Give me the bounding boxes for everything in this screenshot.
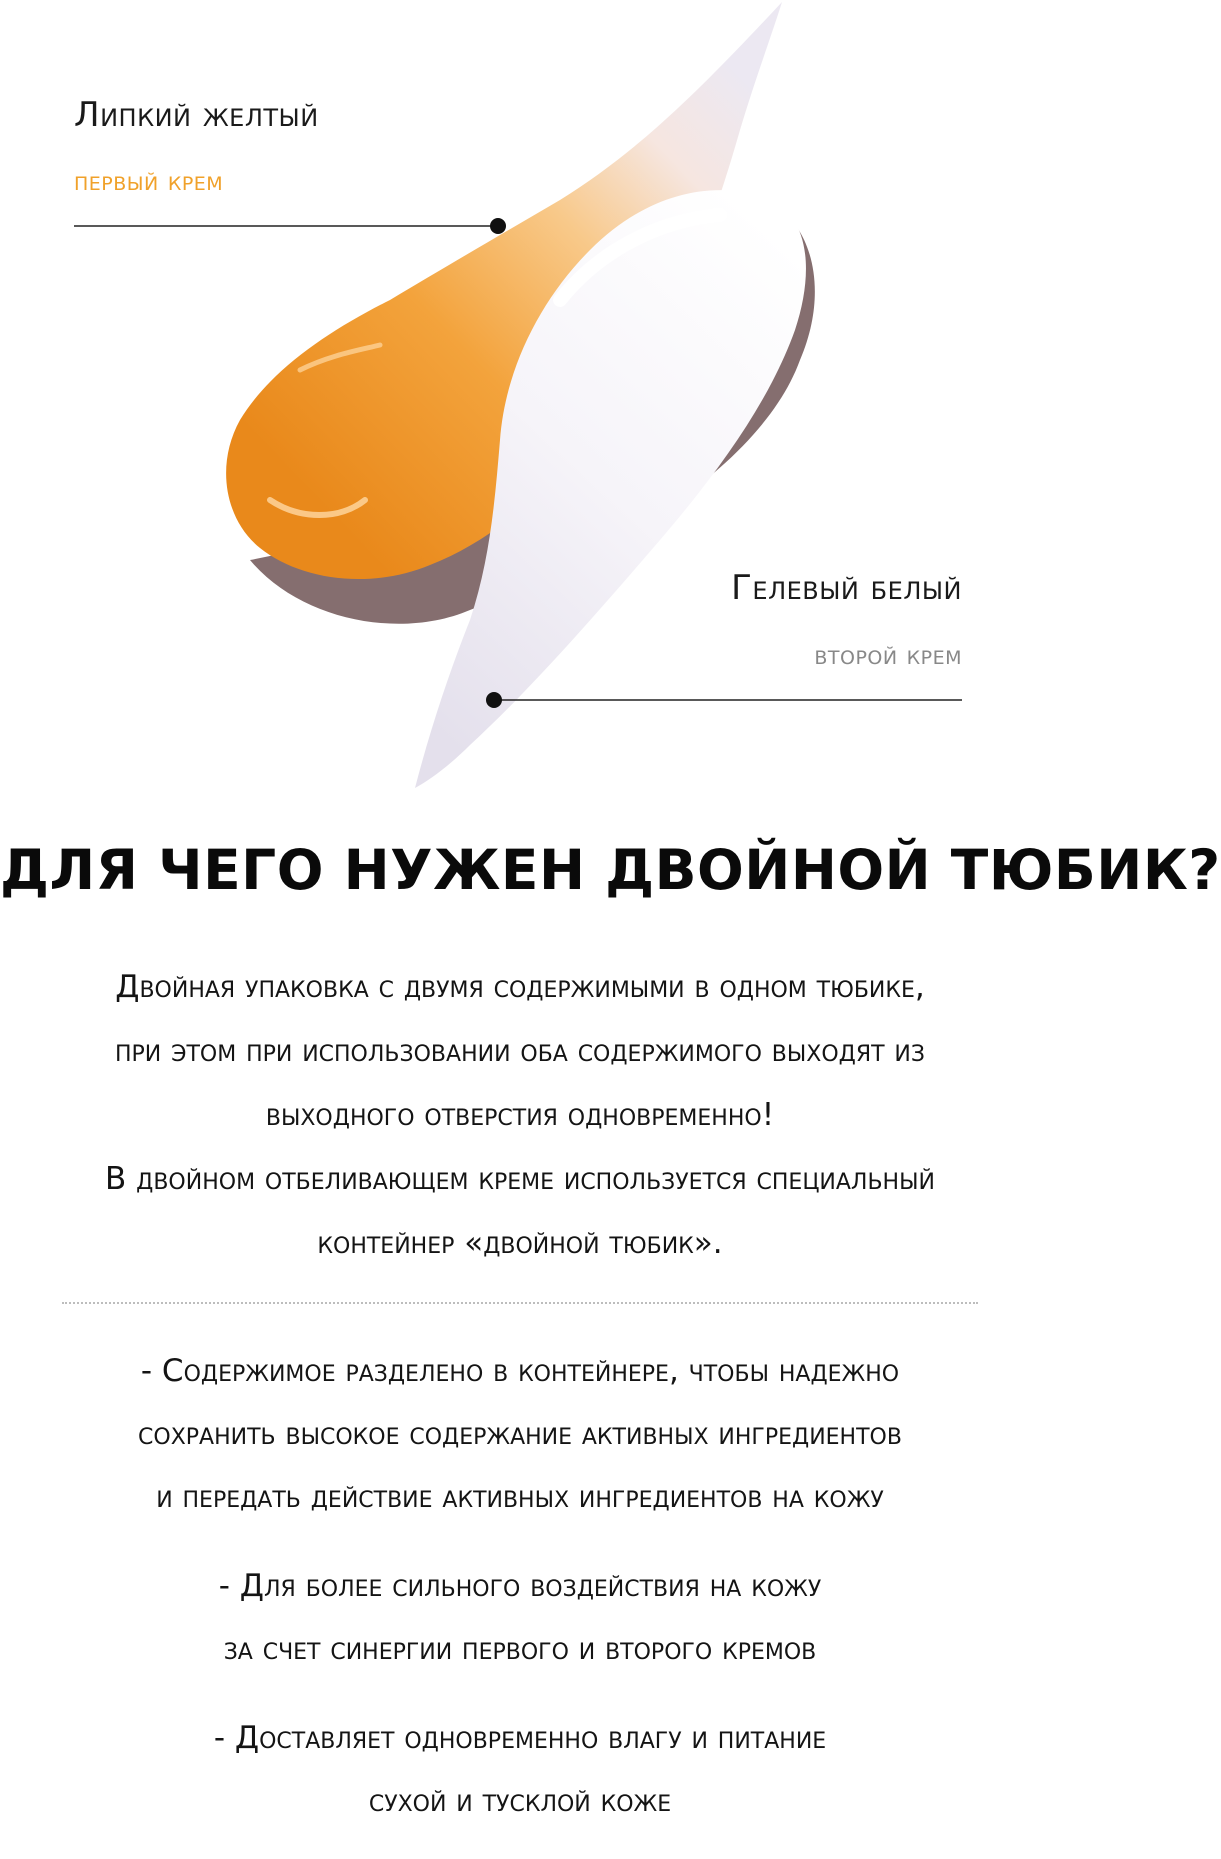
benefit-line: сухой и тусклой коже (368, 1783, 672, 1819)
second-cream-title: Гелевый белый (731, 568, 962, 608)
second-cream-subtitle: второй крем (814, 640, 962, 671)
benefit-item (0, 1340, 1040, 1529)
hero-section (0, 0, 1040, 800)
dotted-divider (62, 1302, 978, 1304)
benefit-item (0, 1555, 1040, 1681)
benefit-line: - Для более сильного воздействия на кожу (218, 1568, 822, 1604)
intro-line: В двойном отбеливающем креме используется специальный (105, 1161, 935, 1197)
intro-paragraph (0, 955, 1040, 1275)
page-heading: ДЛЯ ЧЕГО НУЖЕН ДВОЙНОЙ ТЮБИК? (0, 838, 1221, 902)
first-cream-title: Липкий желтый (74, 95, 319, 135)
benefit-line: - Содержимое разделено в контейнере, чтобы надежно (140, 1353, 900, 1389)
intro-line: контейнер «двойной тюбик». (317, 1225, 723, 1261)
benefit-line: и передать действие активных ингредиентов на кожу (156, 1479, 884, 1515)
benefit-line: за счет синергии первого и второго кремов (223, 1631, 817, 1667)
second-cream-marker-dot (486, 692, 502, 708)
first-cream-subtitle: первый крем (74, 166, 224, 197)
intro-line: Двойная упаковка с двумя содержимыми в одном тюбике, (115, 969, 925, 1005)
benefit-line: - Доставляет одновременно влагу и питание (213, 1720, 827, 1756)
intro-line: выходного отверстия одновременно! (265, 1097, 775, 1133)
benefits-list (0, 1340, 1040, 1859)
benefit-line: сохранить высокое содержание активных ингредиентов (138, 1416, 902, 1452)
first-cream-marker-dot (490, 218, 506, 234)
intro-line: при этом при использовании оба содержимого выходят из (115, 1033, 925, 1069)
benefit-item (0, 1707, 1040, 1833)
